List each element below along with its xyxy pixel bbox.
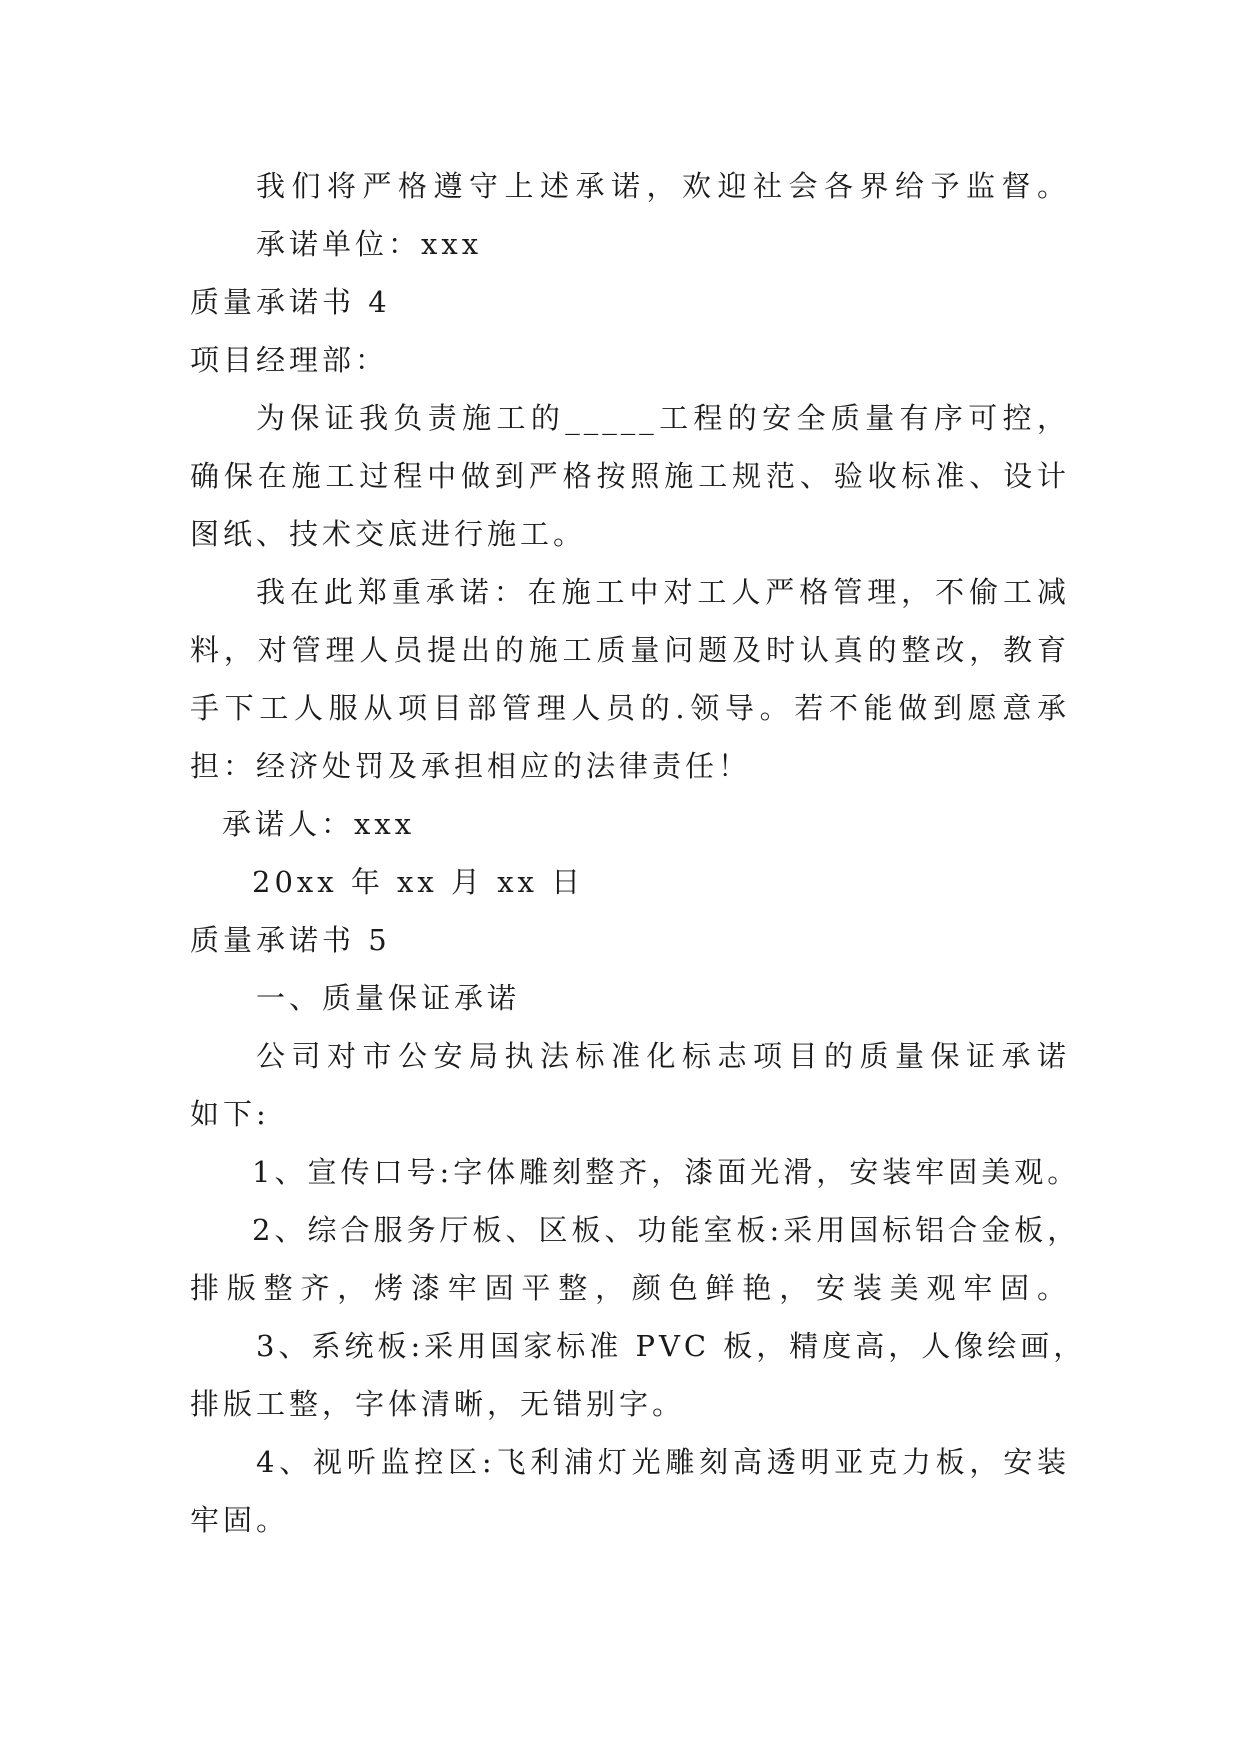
section-heading-4: 质量承诺书 4 <box>190 285 391 319</box>
list-item: 3、系统板:采用国家标准 PVC 板，精度高，人像绘画， <box>256 1329 1087 1363</box>
subsection-heading: 一、质量保证承诺 <box>256 981 521 1015</box>
closing-statement: 我们将严格遵守上述承诺，欢迎社会各界给予监督。 <box>256 169 1070 203</box>
paragraph-line: 确保在施工过程中做到严格按照施工规范、验收标准、设计 <box>190 459 1070 493</box>
list-item-continued: 排版整齐，烤漆牢固平整，颜色鲜艳，安装美观牢固。 <box>190 1271 1070 1305</box>
paragraph-line: 图纸、技术交底进行施工。 <box>190 517 587 551</box>
paragraph-line: 担：经济处罚及承担相应的法律责任！ <box>190 749 752 783</box>
paragraph-line: 公司对市公安局执法标准化标志项目的质量保证承诺 <box>256 1039 1070 1073</box>
paragraph-line: 为保证我负责施工的_____工程的安全质量有序可控， <box>256 401 1070 435</box>
paragraph-line: 料，对管理人员提出的施工质量问题及时认真的整改，教育 <box>190 633 1070 667</box>
paragraph-line: 我在此郑重承诺：在施工中对工人严格管理，不偷工减 <box>256 575 1070 609</box>
list-item-continued: 牢固。 <box>190 1503 290 1537</box>
list-item: 4、视听监控区:飞利浦灯光雕刻高透明亚克力板，安装 <box>256 1445 1070 1479</box>
paragraph-line: 如下: <box>190 1097 270 1131</box>
section-heading-5: 质量承诺书 5 <box>190 923 391 957</box>
signatory: 承诺人：xxx <box>222 807 416 841</box>
paragraph-line: 手下工人服从项目部管理人员的.领导。若不能做到愿意承 <box>190 691 1070 725</box>
signature-date: 20xx 年 xx 月 xx 日 <box>252 865 585 899</box>
addressee: 项目经理部： <box>190 343 389 377</box>
list-item-continued: 排版工整，字体清晰，无错别字。 <box>190 1387 686 1421</box>
list-item: 2、综合服务厅板、区板、功能室板:采用国标铝合金板， <box>252 1213 1081 1247</box>
list-item: 1、宣传口号:字体雕刻整齐，漆面光滑，安装牢固美观。 <box>252 1155 1081 1189</box>
promising-unit: 承诺单位：xxx <box>256 227 483 261</box>
